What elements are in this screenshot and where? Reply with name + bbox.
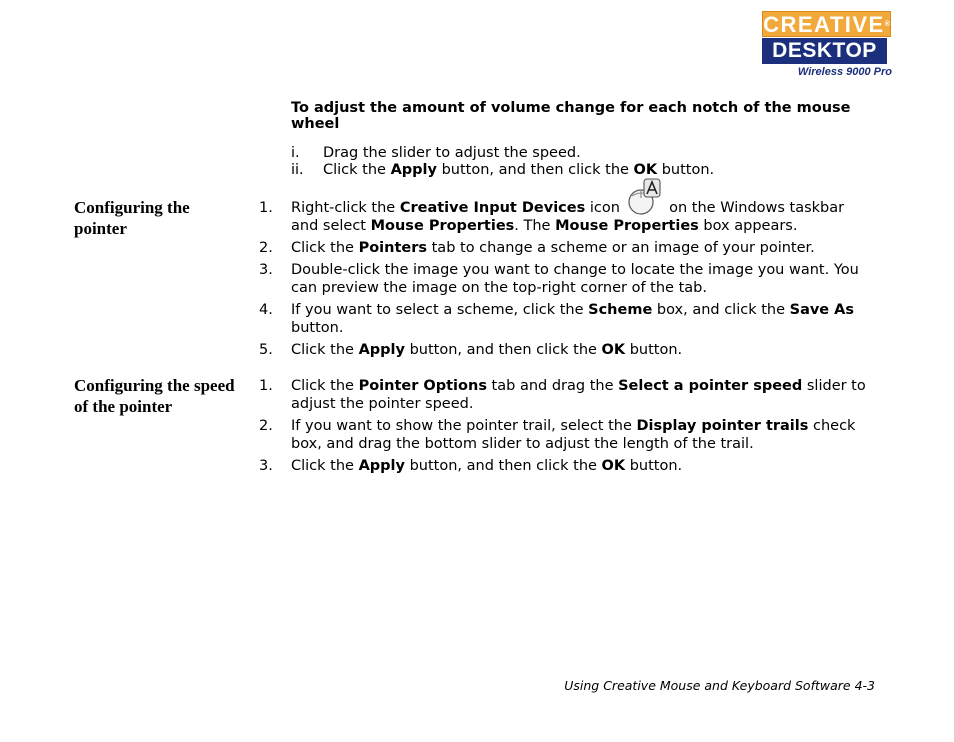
step-text (291, 301, 871, 337)
step-text (291, 417, 871, 453)
ui-term: Save As (789, 302, 855, 318)
step-text-run: Click the (291, 342, 359, 358)
step-text-run: If you want to show the pointer trail, select the (291, 418, 637, 434)
ui-term: Apply (358, 342, 405, 358)
step-number: 3. (259, 262, 273, 278)
step-text-run: Click the (323, 162, 391, 178)
step-text (291, 239, 871, 257)
list-item-text (323, 162, 714, 179)
step-number: 2. (259, 418, 273, 434)
list-item-number: i. (291, 145, 300, 161)
step-text-run: check box, and drag the bottom slider to adjust the length of the trail. (291, 418, 856, 452)
page-footer: Using Creative Mouse and Keyboard Software 4-3 (564, 678, 875, 693)
step-text-run: on the Windows taskbar and select (291, 200, 845, 234)
step-text-run: button. (625, 458, 683, 474)
speed-steps-list (259, 377, 871, 475)
step-number: 3. (259, 458, 273, 474)
wheel-steps-list (291, 145, 871, 179)
ui-term: Creative Input Devices (399, 200, 586, 216)
step-number: 1. (259, 200, 273, 216)
step-text (291, 341, 871, 359)
step-text (291, 199, 871, 235)
ui-term: OK (601, 342, 626, 358)
list-item (259, 261, 871, 297)
list-item (259, 341, 871, 359)
step-text-run: box appears. (698, 218, 798, 234)
ui-term: Mouse Properties (555, 218, 699, 234)
ui-term: Scheme (588, 302, 653, 318)
step-number: 2. (259, 240, 273, 256)
step-text-run: Double-click the image you want to change to locate the image you want. You can preview the image on the top-right corner of the tab. (291, 262, 859, 296)
list-item (259, 301, 871, 337)
ui-term: Pointer Options (358, 378, 487, 394)
step-text (291, 457, 871, 475)
step-text-run: button, and then click the (436, 162, 634, 178)
list-item (259, 457, 871, 475)
step-text-run: Drag the slider to adjust the speed. (323, 145, 581, 161)
ui-term: Pointers (358, 240, 428, 256)
pointer-steps-list (259, 199, 871, 359)
step-number: 4. (259, 302, 273, 318)
mouse-tray-icon (625, 199, 665, 217)
ui-term: Mouse Properties (370, 218, 515, 234)
step-text-run: Click the (291, 458, 359, 474)
step-text-run: icon (585, 200, 625, 216)
step-number: 5. (259, 342, 273, 358)
logo-model: Wireless 9000 Pro (797, 66, 892, 78)
step-text-run: button, and then click the (404, 458, 602, 474)
ui-term: Apply (390, 162, 437, 178)
logo-brand: CREATIVE® (763, 12, 890, 37)
step-text-run: slider to adjust the pointer speed. (291, 378, 866, 412)
pointer-section-title: Configuring the pointer (74, 198, 190, 238)
step-text-run: button, and then click the (404, 342, 602, 358)
step-text (291, 261, 871, 297)
logo-product: DESKTOP (762, 38, 887, 64)
ui-term: OK (601, 458, 626, 474)
list-item-text (323, 145, 581, 162)
list-item (291, 145, 871, 162)
step-number: 1. (259, 378, 273, 394)
list-item (259, 417, 871, 453)
list-item (291, 162, 871, 179)
step-text-run: Click the (291, 240, 359, 256)
list-item (259, 239, 871, 257)
ui-term: Select a pointer speed (618, 378, 803, 394)
creative-desktop-logo (762, 11, 892, 79)
step-text-run: tab and drag the (486, 378, 619, 394)
step-text-run: box, and click the (652, 302, 790, 318)
ui-term: Display pointer trails (636, 418, 809, 434)
ui-term: OK (633, 162, 658, 178)
step-text (291, 377, 871, 413)
step-text-run: button. (625, 342, 683, 358)
list-item (259, 199, 871, 235)
list-item (259, 377, 871, 413)
step-text-run: button. (291, 320, 344, 336)
list-item-number: ii. (291, 162, 304, 178)
step-text-run: tab to change a scheme or an image of your pointer. (427, 240, 815, 256)
step-text-run: . The (514, 218, 556, 234)
step-text-run: If you want to select a scheme, click the (291, 302, 589, 318)
speed-section-title: Configuring the speed of the pointer (74, 376, 235, 416)
step-text-run: Click the (291, 378, 359, 394)
ui-term: Apply (358, 458, 405, 474)
step-text-run: Right-click the (291, 200, 400, 216)
wheel-section-heading: To adjust the amount of volume change for each notch of the mouse wheel (291, 100, 851, 132)
step-text-run: button. (657, 162, 715, 178)
